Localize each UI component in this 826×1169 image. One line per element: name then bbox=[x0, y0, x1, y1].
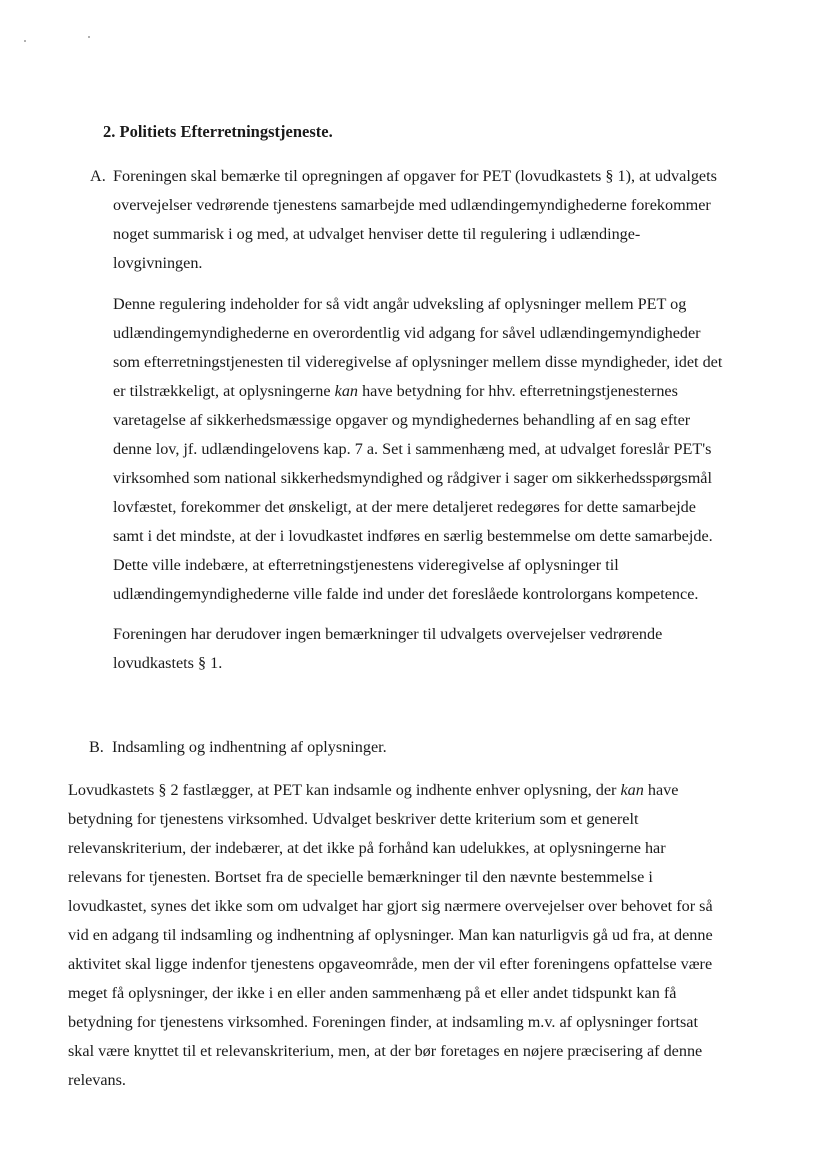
text-line: skal være knyttet til et relevanskriterium, men, at der bør foretages en nøjere præcisering af denne bbox=[68, 1042, 703, 1060]
text-line: betydning for tjenestens virksomhed. Foreningen finder, at indsamling m.v. af oplysninger fortsat bbox=[68, 1013, 698, 1031]
text-line: aktivitet skal ligge indenfor tjenestens opgaveområde, men der vil efter foreningens opfattelse være bbox=[68, 955, 713, 973]
text-line: relevans for tjenesten. Bortset fra de specielle bemærkninger til den nævnte bestemmelse i bbox=[68, 868, 653, 886]
text-line: samt i det mindste, at der i lovudkastet indføres en særlig bestemmelse om dette samarbejde. bbox=[113, 527, 713, 545]
text-line: denne lov, jf. udlændingelovens kap. 7 a. Set i sammenhæng med, at udvalget foreslår PET's bbox=[113, 440, 712, 458]
text-line: relevanskriterium, der indebærer, at det ikke på forhånd kan udelukkes, at oplysningerne har bbox=[68, 839, 666, 857]
text-line: lovfæstet, forekommer det ønskeligt, at der mere detaljeret redegøres for dette samarbejde bbox=[113, 498, 696, 516]
subsection-b-label: B. bbox=[89, 738, 104, 756]
text-line: Foreningen har derudover ingen bemærkninger til udvalgets overvejelser vedrørende bbox=[113, 625, 663, 643]
text-line: varetagelse af sikkerhedsmæssige opgaver og myndighedernes behandling af en sag efter bbox=[113, 411, 691, 429]
text-line: udlændingemyndighederne ville falde ind under det foreslåede kontrolorgans kompetence. bbox=[113, 585, 699, 603]
section-heading: 2. Politiets Efterretningstjeneste. bbox=[103, 122, 333, 141]
text-line: betydning for tjenestens virksomhed. Udvalget beskriver dette kriterium som et generelt bbox=[68, 810, 639, 828]
text-run: Lovudkastets § 2 fastlægger, at PET kan indsamle og indhente enhver oplysning, der bbox=[68, 781, 621, 799]
text-line: vid en adgang til indsamling og indhentning af oplysninger. Man kan naturligvis gå ud fra, at denne bbox=[68, 926, 713, 944]
text-line: noget summarisk i og med, at udvalget henviser dette til regulering i udlændinge- bbox=[113, 225, 641, 243]
text-line: lovudkastet, synes det ikke som om udvalget har gjort sig nærmere overvejelser over behovet for så bbox=[68, 897, 713, 915]
scan-speck bbox=[88, 36, 90, 38]
text-run: have betydning for hhv. efterretningstjenesternes bbox=[358, 382, 678, 400]
subsection-a-paragraph-1 bbox=[113, 162, 753, 278]
text-run: er tilstrækkeligt, at oplysningerne bbox=[113, 382, 335, 400]
subsection-b-paragraph bbox=[68, 776, 748, 1095]
text-line: som efterretningstjenesten til videregivelse af oplysninger mellem disse myndigheder, idet det bbox=[113, 353, 723, 371]
text-line bbox=[113, 377, 758, 406]
text-line: Denne regulering indeholder for så vidt angår udveksling af oplysninger mellem PET og bbox=[113, 295, 687, 313]
subsection-a-paragraph-2 bbox=[113, 290, 758, 609]
text-line: virksomhed som national sikkerhedsmyndighed og rådgiver i sager om sikkerhedsspørgsmål bbox=[113, 469, 712, 487]
text-line: lovudkastets § 1. bbox=[113, 654, 223, 672]
subsection-a-label: A. bbox=[90, 167, 106, 185]
text-line: lovgivningen. bbox=[113, 254, 203, 272]
text-line: Dette ville indebære, at efterretningstjenestens videregivelse af oplysninger til bbox=[113, 556, 619, 574]
text-run: have bbox=[643, 781, 679, 799]
text-line: udlændingemyndighederne en overordentlig vid adgang for såvel udlændingemyndigheder bbox=[113, 324, 701, 342]
text-line: meget få oplysninger, der ikke i en eller anden sammenhæng på et eller andet tidspunkt kan få bbox=[68, 984, 677, 1002]
subsection-a-paragraph-3 bbox=[113, 620, 753, 678]
text-line bbox=[68, 776, 748, 805]
emphasis-text: kan bbox=[620, 781, 644, 799]
emphasis-text: kan bbox=[334, 382, 359, 400]
text-line: overvejelser vedrørende tjenestens samarbejde med udlændingemyndighederne forekommer bbox=[113, 196, 711, 214]
text-line: Foreningen skal bemærke til opregningen af opgaver for PET (lovudkastets § 1), at udvalgets bbox=[113, 167, 717, 185]
scan-speck bbox=[24, 40, 26, 42]
text-line: relevans. bbox=[68, 1071, 126, 1089]
subsection-b-heading: Indsamling og indhentning af oplysninger. bbox=[112, 738, 387, 756]
